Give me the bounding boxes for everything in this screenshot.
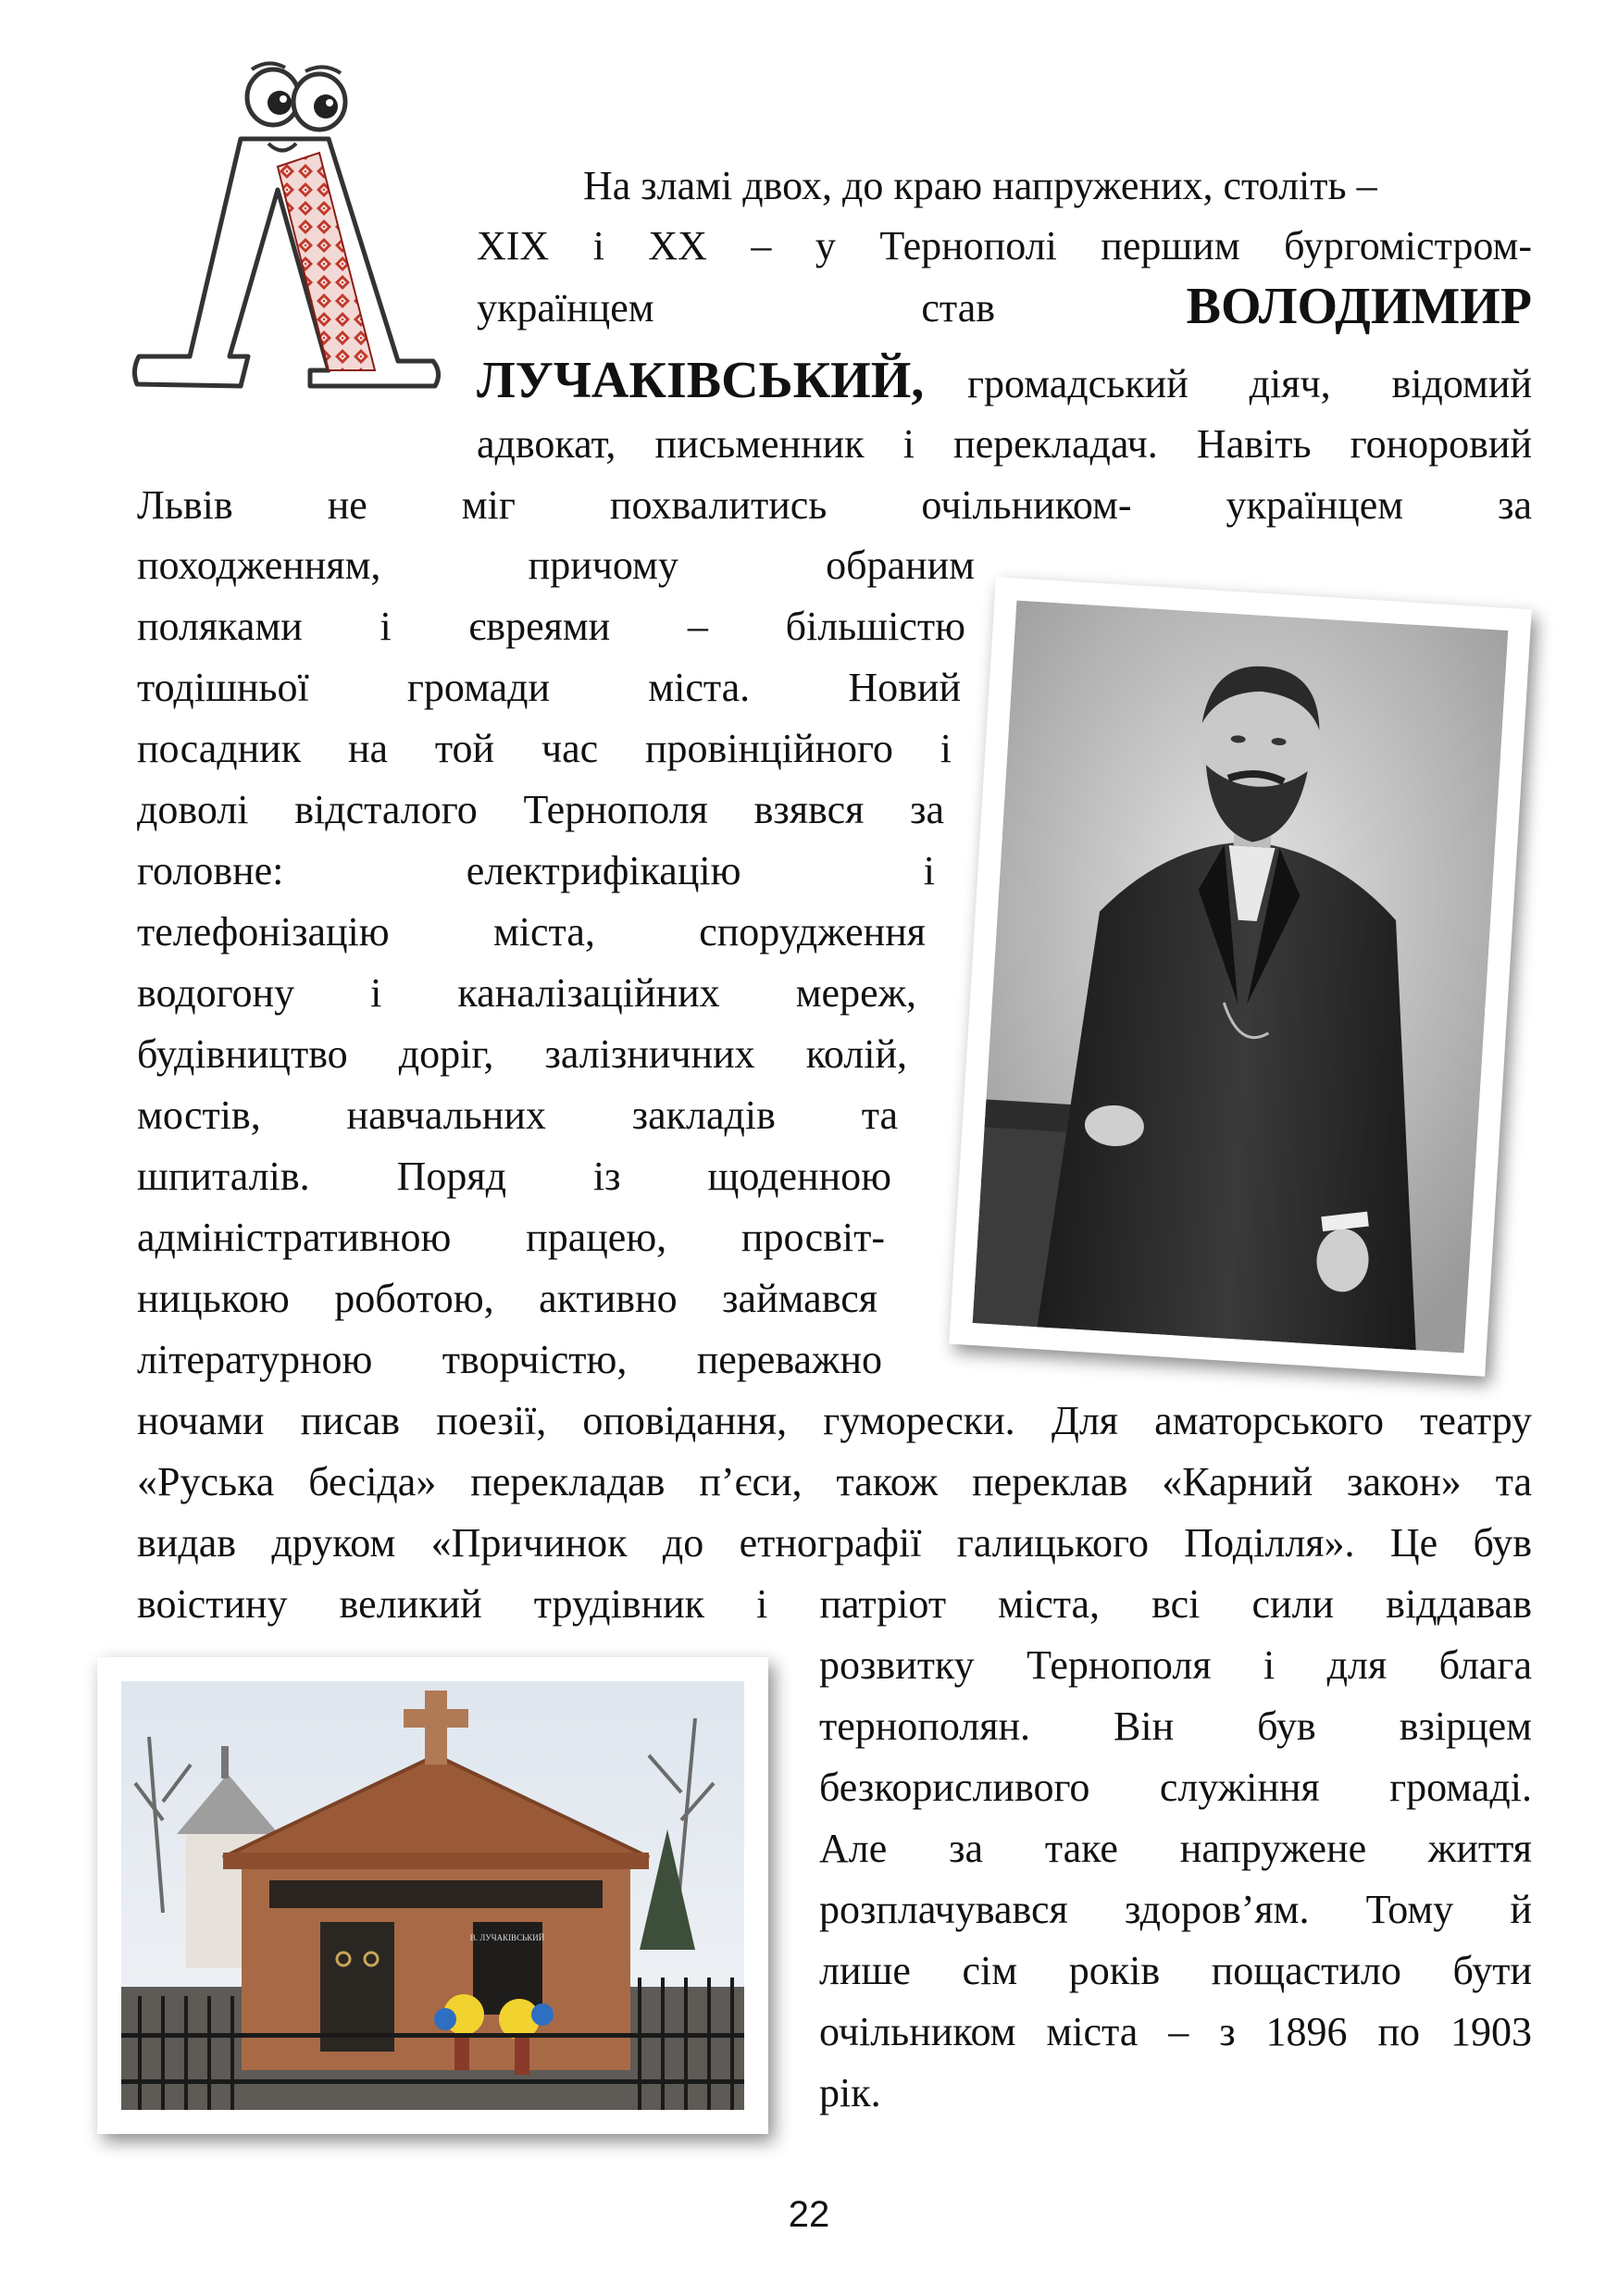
text-line-20: літературною творчістю, переважно (137, 1337, 882, 1382)
text-line-12: головне: електрифікацію і (137, 848, 935, 893)
text-line-7: походженням, причому обраним (137, 543, 975, 588)
text-line-5: адвокат, письменник і перекладач. Навіть гоноровий (477, 421, 1532, 467)
text-line-21: ночами писав поезії, оповідання, гуморески. Для аматорського театру (137, 1398, 1532, 1443)
text-line-4b: громадський діяч, відомий (967, 361, 1532, 406)
text-line-6: Львів не міг похвалитись очільником- українцем за (137, 482, 1532, 528)
drop-cap-letter-icon (130, 51, 454, 440)
text-line-25: розвитку Тернополя і для блага (819, 1642, 1532, 1688)
text-line-15: будівництво доріг, залізничних колій, (137, 1031, 907, 1077)
tomb-plaque-text: В. ЛУЧАКІВСЬКИЙ (469, 1933, 545, 1942)
person-name-first: ВОЛОДИМИР (1186, 278, 1532, 335)
text-line-19: ницькою роботою, активно займався (137, 1276, 877, 1321)
text-line-32: рік. (819, 2070, 881, 2115)
text-line-10: посадник на той час провінційного і (137, 726, 952, 771)
text-line-28: Але за таке напружене життя (819, 1826, 1532, 1871)
text-line-23: видав друком «Причинок до етнографії галицького Поділля». Це був (137, 1520, 1532, 1566)
text-line-31: очільником міста – з 1896 по 1903 (819, 2009, 1532, 2054)
text-line-8: поляками і євреями – більшістю (137, 604, 965, 649)
person-name-last: ЛУЧАКІВСЬКИЙ, (477, 352, 925, 409)
text-line-13: телефонізацію міста, спорудження (137, 909, 926, 955)
text-line-18: адміністративною працею, просвіт- (137, 1215, 885, 1260)
text-line-11: доволі відсталого Тернополя взявся за (137, 787, 944, 832)
text-line-27: безкорисливого служіння громаді. (819, 1765, 1532, 1810)
text-line-9: тодішньої громади міста. Новий (137, 665, 961, 710)
text-line-2: XIX і XX – у Тернополі першим бургомістром- (477, 223, 1532, 268)
portrait-photo (949, 577, 1532, 1377)
text-line-1: На зламі двох, до краю напружених, століть – (583, 163, 1377, 208)
text-line-30: лише сім років пощастило бути (819, 1948, 1532, 1993)
tomb-photo (97, 1657, 768, 2134)
text-line-29: розплачувався здоров’ям. Тому й (819, 1887, 1532, 1932)
text-line-24: воістину великий трудівник і патріот міста, всі сили віддавав (137, 1581, 1532, 1627)
text-line-22: «Руська бесіда» перекладав п’єси, також переклав «Карний закон» та (137, 1459, 1532, 1504)
text-line-17: шпиталів. Поряд із щоденною (137, 1154, 891, 1199)
text-line-26: тернополян. Він був взірцем (819, 1703, 1532, 1749)
text-line-14: водогону і каналізаційних мереж, (137, 970, 916, 1016)
text-line-16: мостів, навчальних закладів та (137, 1092, 898, 1138)
text-line-3a: українцем став (477, 285, 995, 331)
page-number: 22 (788, 2194, 830, 2235)
